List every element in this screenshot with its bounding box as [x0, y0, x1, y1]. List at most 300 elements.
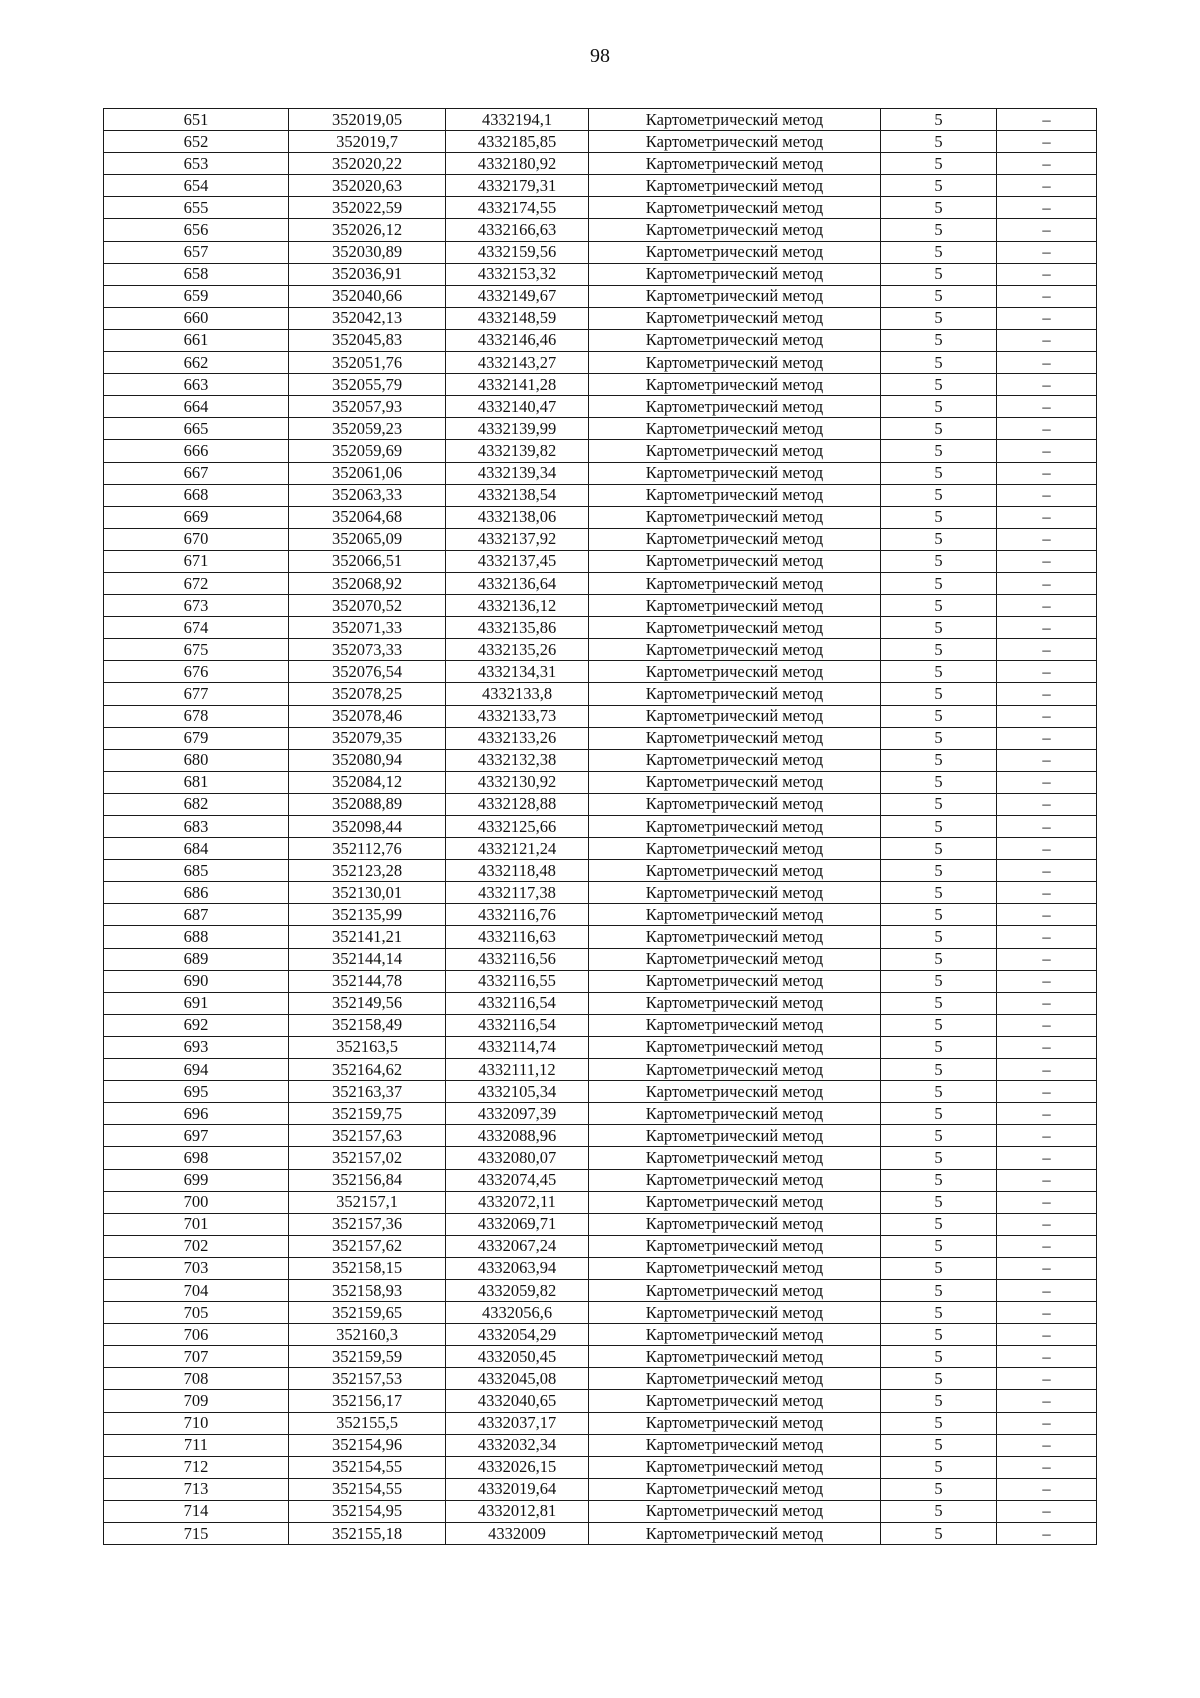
x-coordinate-cell: 352055,79: [289, 374, 446, 396]
y-coordinate-cell: 4332045,08: [446, 1368, 589, 1390]
x-coordinate-cell: 352123,28: [289, 860, 446, 882]
dash-cell: –: [997, 131, 1097, 153]
method-cell: Картометрический метод: [589, 219, 881, 241]
accuracy-cell: 5: [881, 617, 997, 639]
x-coordinate-cell: 352045,83: [289, 329, 446, 351]
point-number-cell: 695: [104, 1081, 289, 1103]
accuracy-cell: 5: [881, 1412, 997, 1434]
dash-cell: –: [997, 639, 1097, 661]
dash-cell: –: [997, 219, 1097, 241]
point-number-cell: 655: [104, 197, 289, 219]
y-coordinate-cell: 4332159,56: [446, 241, 589, 263]
method-cell: Картометрический метод: [589, 1081, 881, 1103]
method-cell: Картометрический метод: [589, 838, 881, 860]
dash-cell: –: [997, 175, 1097, 197]
point-number-cell: 652: [104, 131, 289, 153]
x-coordinate-cell: 352159,65: [289, 1302, 446, 1324]
y-coordinate-cell: 4332134,31: [446, 661, 589, 683]
x-coordinate-cell: 352135,99: [289, 904, 446, 926]
x-coordinate-cell: 352098,44: [289, 816, 446, 838]
method-cell: Картометрический метод: [589, 1125, 881, 1147]
x-coordinate-cell: 352163,37: [289, 1081, 446, 1103]
accuracy-cell: 5: [881, 661, 997, 683]
table-row: [104, 1412, 1097, 1434]
y-coordinate-cell: 4332133,26: [446, 727, 589, 749]
x-coordinate-cell: 352080,94: [289, 749, 446, 771]
y-coordinate-cell: 4332114,74: [446, 1036, 589, 1058]
table-row: [104, 705, 1097, 727]
dash-cell: –: [997, 197, 1097, 219]
point-number-cell: 653: [104, 153, 289, 175]
point-number-cell: 686: [104, 882, 289, 904]
x-coordinate-cell: 352057,93: [289, 396, 446, 418]
point-number-cell: 700: [104, 1191, 289, 1213]
point-number-cell: 659: [104, 285, 289, 307]
dash-cell: –: [997, 550, 1097, 572]
x-coordinate-cell: 352079,35: [289, 727, 446, 749]
accuracy-cell: 5: [881, 1346, 997, 1368]
accuracy-cell: 5: [881, 992, 997, 1014]
point-number-cell: 701: [104, 1213, 289, 1235]
accuracy-cell: 5: [881, 1279, 997, 1301]
dash-cell: –: [997, 816, 1097, 838]
accuracy-cell: 5: [881, 816, 997, 838]
accuracy-cell: 5: [881, 550, 997, 572]
y-coordinate-cell: 4332074,45: [446, 1169, 589, 1191]
method-cell: Картометрический метод: [589, 749, 881, 771]
method-cell: Картометрический метод: [589, 904, 881, 926]
table-row: [104, 1346, 1097, 1368]
point-number-cell: 673: [104, 595, 289, 617]
x-coordinate-cell: 352071,33: [289, 617, 446, 639]
x-coordinate-cell: 352157,62: [289, 1235, 446, 1257]
accuracy-cell: 5: [881, 1125, 997, 1147]
y-coordinate-cell: 4332174,55: [446, 197, 589, 219]
y-coordinate-cell: 4332185,85: [446, 131, 589, 153]
x-coordinate-cell: 352141,21: [289, 926, 446, 948]
dash-cell: –: [997, 595, 1097, 617]
point-number-cell: 710: [104, 1412, 289, 1434]
x-coordinate-cell: 352164,62: [289, 1059, 446, 1081]
table-row: [104, 661, 1097, 683]
accuracy-cell: 5: [881, 1081, 997, 1103]
point-number-cell: 708: [104, 1368, 289, 1390]
y-coordinate-cell: 4332194,1: [446, 109, 589, 131]
table-row: [104, 1390, 1097, 1412]
point-number-cell: 691: [104, 992, 289, 1014]
point-number-cell: 688: [104, 926, 289, 948]
table-row: [104, 1036, 1097, 1058]
y-coordinate-cell: 4332135,26: [446, 639, 589, 661]
method-cell: Картометрический метод: [589, 793, 881, 815]
point-number-cell: 715: [104, 1523, 289, 1545]
method-cell: Картометрический метод: [589, 1147, 881, 1169]
dash-cell: –: [997, 352, 1097, 374]
dash-cell: –: [997, 860, 1097, 882]
dash-cell: –: [997, 1213, 1097, 1235]
table-row: [104, 860, 1097, 882]
dash-cell: –: [997, 1036, 1097, 1058]
method-cell: Картометрический метод: [589, 727, 881, 749]
y-coordinate-cell: 4332136,64: [446, 572, 589, 594]
method-cell: Картометрический метод: [589, 131, 881, 153]
y-coordinate-cell: 4332140,47: [446, 396, 589, 418]
method-cell: Картометрический метод: [589, 1478, 881, 1500]
x-coordinate-cell: 352144,14: [289, 948, 446, 970]
table-row: [104, 1103, 1097, 1125]
y-coordinate-cell: 4332088,96: [446, 1125, 589, 1147]
y-coordinate-cell: 4332116,76: [446, 904, 589, 926]
y-coordinate-cell: 4332139,34: [446, 462, 589, 484]
method-cell: Картометрический метод: [589, 617, 881, 639]
dash-cell: –: [997, 440, 1097, 462]
y-coordinate-cell: 4332009: [446, 1523, 589, 1545]
dash-cell: –: [997, 683, 1097, 705]
dash-cell: –: [997, 307, 1097, 329]
x-coordinate-cell: 352078,25: [289, 683, 446, 705]
method-cell: Картометрический метод: [589, 329, 881, 351]
point-number-cell: 697: [104, 1125, 289, 1147]
table-row: [104, 617, 1097, 639]
accuracy-cell: 5: [881, 1500, 997, 1522]
method-cell: Картометрический метод: [589, 374, 881, 396]
table-row: [104, 1478, 1097, 1500]
method-cell: Картометрический метод: [589, 550, 881, 572]
y-coordinate-cell: 4332179,31: [446, 175, 589, 197]
point-number-cell: 657: [104, 241, 289, 263]
x-coordinate-cell: 352149,56: [289, 992, 446, 1014]
x-coordinate-cell: 352155,5: [289, 1412, 446, 1434]
point-number-cell: 668: [104, 484, 289, 506]
point-number-cell: 707: [104, 1346, 289, 1368]
y-coordinate-cell: 4332146,46: [446, 329, 589, 351]
accuracy-cell: 5: [881, 1324, 997, 1346]
dash-cell: –: [997, 1412, 1097, 1434]
x-coordinate-cell: 352154,55: [289, 1478, 446, 1500]
x-coordinate-cell: 352112,76: [289, 838, 446, 860]
table-row: [104, 285, 1097, 307]
dash-cell: –: [997, 838, 1097, 860]
y-coordinate-cell: 4332097,39: [446, 1103, 589, 1125]
y-coordinate-cell: 4332133,8: [446, 683, 589, 705]
x-coordinate-cell: 352065,09: [289, 528, 446, 550]
accuracy-cell: 5: [881, 1390, 997, 1412]
table-row: [104, 572, 1097, 594]
dash-cell: –: [997, 970, 1097, 992]
table-row: [104, 1302, 1097, 1324]
point-number-cell: 651: [104, 109, 289, 131]
table-row: [104, 1169, 1097, 1191]
point-number-cell: 674: [104, 617, 289, 639]
x-coordinate-cell: 352158,49: [289, 1014, 446, 1036]
point-number-cell: 677: [104, 683, 289, 705]
dash-cell: –: [997, 926, 1097, 948]
method-cell: Картометрический метод: [589, 1302, 881, 1324]
y-coordinate-cell: 4332050,45: [446, 1346, 589, 1368]
table-row: [104, 1081, 1097, 1103]
table-row: [104, 1257, 1097, 1279]
accuracy-cell: 5: [881, 307, 997, 329]
accuracy-cell: 5: [881, 1523, 997, 1545]
accuracy-cell: 5: [881, 285, 997, 307]
x-coordinate-cell: 352154,95: [289, 1500, 446, 1522]
table-row: [104, 1368, 1097, 1390]
y-coordinate-cell: 4332149,67: [446, 285, 589, 307]
point-number-cell: 712: [104, 1456, 289, 1478]
table-row: [104, 1014, 1097, 1036]
table-row: [104, 440, 1097, 462]
dash-cell: –: [997, 771, 1097, 793]
point-number-cell: 664: [104, 396, 289, 418]
method-cell: Картометрический метод: [589, 705, 881, 727]
x-coordinate-cell: 352064,68: [289, 506, 446, 528]
method-cell: Картометрический метод: [589, 1059, 881, 1081]
y-coordinate-cell: 4332059,82: [446, 1279, 589, 1301]
dash-cell: –: [997, 572, 1097, 594]
y-coordinate-cell: 4332069,71: [446, 1213, 589, 1235]
method-cell: Картометрический метод: [589, 440, 881, 462]
accuracy-cell: 5: [881, 926, 997, 948]
accuracy-cell: 5: [881, 970, 997, 992]
point-number-cell: 713: [104, 1478, 289, 1500]
accuracy-cell: 5: [881, 1036, 997, 1058]
x-coordinate-cell: 352156,84: [289, 1169, 446, 1191]
point-number-cell: 667: [104, 462, 289, 484]
accuracy-cell: 5: [881, 462, 997, 484]
point-number-cell: 672: [104, 572, 289, 594]
table-row: [104, 109, 1097, 131]
dash-cell: –: [997, 1147, 1097, 1169]
point-number-cell: 684: [104, 838, 289, 860]
dash-cell: –: [997, 484, 1097, 506]
dash-cell: –: [997, 1103, 1097, 1125]
dash-cell: –: [997, 749, 1097, 771]
method-cell: Картометрический метод: [589, 1456, 881, 1478]
x-coordinate-cell: 352157,63: [289, 1125, 446, 1147]
x-coordinate-cell: 352059,69: [289, 440, 446, 462]
method-cell: Картометрический метод: [589, 595, 881, 617]
accuracy-cell: 5: [881, 506, 997, 528]
method-cell: Картометрический метод: [589, 1235, 881, 1257]
dash-cell: –: [997, 1456, 1097, 1478]
x-coordinate-cell: 352088,89: [289, 793, 446, 815]
method-cell: Картометрический метод: [589, 1191, 881, 1213]
x-coordinate-cell: 352066,51: [289, 550, 446, 572]
point-number-cell: 660: [104, 307, 289, 329]
x-coordinate-cell: 352157,36: [289, 1213, 446, 1235]
dash-cell: –: [997, 528, 1097, 550]
x-coordinate-cell: 352040,66: [289, 285, 446, 307]
x-coordinate-cell: 352019,7: [289, 131, 446, 153]
accuracy-cell: 5: [881, 153, 997, 175]
point-number-cell: 694: [104, 1059, 289, 1081]
x-coordinate-cell: 352163,5: [289, 1036, 446, 1058]
table-row: [104, 838, 1097, 860]
method-cell: Картометрический метод: [589, 1346, 881, 1368]
point-number-cell: 654: [104, 175, 289, 197]
y-coordinate-cell: 4332128,88: [446, 793, 589, 815]
table-row: [104, 263, 1097, 285]
point-number-cell: 699: [104, 1169, 289, 1191]
point-number-cell: 675: [104, 639, 289, 661]
dash-cell: –: [997, 727, 1097, 749]
accuracy-cell: 5: [881, 1213, 997, 1235]
point-number-cell: 661: [104, 329, 289, 351]
table-row: [104, 175, 1097, 197]
accuracy-cell: 5: [881, 329, 997, 351]
accuracy-cell: 5: [881, 860, 997, 882]
y-coordinate-cell: 4332067,24: [446, 1235, 589, 1257]
point-number-cell: 702: [104, 1235, 289, 1257]
x-coordinate-cell: 352070,52: [289, 595, 446, 617]
y-coordinate-cell: 4332040,65: [446, 1390, 589, 1412]
accuracy-cell: 5: [881, 749, 997, 771]
accuracy-cell: 5: [881, 572, 997, 594]
table-row: [104, 639, 1097, 661]
accuracy-cell: 5: [881, 1235, 997, 1257]
y-coordinate-cell: 4332118,48: [446, 860, 589, 882]
y-coordinate-cell: 4332111,12: [446, 1059, 589, 1081]
table-row: [104, 1213, 1097, 1235]
accuracy-cell: 5: [881, 771, 997, 793]
accuracy-cell: 5: [881, 1478, 997, 1500]
accuracy-cell: 5: [881, 1456, 997, 1478]
point-number-cell: 678: [104, 705, 289, 727]
y-coordinate-cell: 4332116,63: [446, 926, 589, 948]
x-coordinate-cell: 352158,15: [289, 1257, 446, 1279]
method-cell: Картометрический метод: [589, 484, 881, 506]
table-row: [104, 1147, 1097, 1169]
accuracy-cell: 5: [881, 1103, 997, 1125]
table-row: [104, 1235, 1097, 1257]
method-cell: Картометрический метод: [589, 860, 881, 882]
method-cell: Картометрический метод: [589, 418, 881, 440]
y-coordinate-cell: 4332054,29: [446, 1324, 589, 1346]
accuracy-cell: 5: [881, 683, 997, 705]
table-row: [104, 153, 1097, 175]
method-cell: Картометрический метод: [589, 1390, 881, 1412]
y-coordinate-cell: 4332180,92: [446, 153, 589, 175]
y-coordinate-cell: 4332141,28: [446, 374, 589, 396]
table-row: [104, 992, 1097, 1014]
point-number-cell: 683: [104, 816, 289, 838]
y-coordinate-cell: 4332132,38: [446, 749, 589, 771]
y-coordinate-cell: 4332063,94: [446, 1257, 589, 1279]
accuracy-cell: 5: [881, 109, 997, 131]
y-coordinate-cell: 4332138,06: [446, 506, 589, 528]
x-coordinate-cell: 352020,22: [289, 153, 446, 175]
method-cell: Картометрический метод: [589, 926, 881, 948]
y-coordinate-cell: 4332139,82: [446, 440, 589, 462]
method-cell: Картометрический метод: [589, 1014, 881, 1036]
point-number-cell: 692: [104, 1014, 289, 1036]
dash-cell: –: [997, 241, 1097, 263]
method-cell: Картометрический метод: [589, 992, 881, 1014]
dash-cell: –: [997, 1059, 1097, 1081]
method-cell: Картометрический метод: [589, 197, 881, 219]
dash-cell: –: [997, 329, 1097, 351]
dash-cell: –: [997, 1302, 1097, 1324]
method-cell: Картометрический метод: [589, 1213, 881, 1235]
table-row: [104, 418, 1097, 440]
accuracy-cell: 5: [881, 838, 997, 860]
x-coordinate-cell: 352036,91: [289, 263, 446, 285]
y-coordinate-cell: 4332105,34: [446, 1081, 589, 1103]
dash-cell: –: [997, 418, 1097, 440]
dash-cell: –: [997, 1279, 1097, 1301]
accuracy-cell: 5: [881, 241, 997, 263]
accuracy-cell: 5: [881, 1302, 997, 1324]
dash-cell: –: [997, 1523, 1097, 1545]
accuracy-cell: 5: [881, 705, 997, 727]
x-coordinate-cell: 352068,92: [289, 572, 446, 594]
method-cell: Картометрический метод: [589, 1500, 881, 1522]
point-number-cell: 671: [104, 550, 289, 572]
method-cell: Картометрический метод: [589, 462, 881, 484]
table-row: [104, 1324, 1097, 1346]
y-coordinate-cell: 4332125,66: [446, 816, 589, 838]
method-cell: Картометрический метод: [589, 683, 881, 705]
dash-cell: –: [997, 1257, 1097, 1279]
x-coordinate-cell: 352042,13: [289, 307, 446, 329]
dash-cell: –: [997, 1191, 1097, 1213]
accuracy-cell: 5: [881, 418, 997, 440]
x-coordinate-cell: 352076,54: [289, 661, 446, 683]
dash-cell: –: [997, 109, 1097, 131]
table-row: [104, 749, 1097, 771]
point-number-cell: 705: [104, 1302, 289, 1324]
method-cell: Картометрический метод: [589, 528, 881, 550]
x-coordinate-cell: 352130,01: [289, 882, 446, 904]
accuracy-cell: 5: [881, 1169, 997, 1191]
method-cell: Картометрический метод: [589, 153, 881, 175]
table-row: [104, 771, 1097, 793]
coordinates-table-body: [104, 109, 1097, 1545]
method-cell: Картометрический метод: [589, 506, 881, 528]
accuracy-cell: 5: [881, 219, 997, 241]
table-row: [104, 241, 1097, 263]
method-cell: Картометрический метод: [589, 1324, 881, 1346]
y-coordinate-cell: 4332138,54: [446, 484, 589, 506]
accuracy-cell: 5: [881, 440, 997, 462]
dash-cell: –: [997, 1478, 1097, 1500]
y-coordinate-cell: 4332116,56: [446, 948, 589, 970]
x-coordinate-cell: 352019,05: [289, 109, 446, 131]
accuracy-cell: 5: [881, 1257, 997, 1279]
accuracy-cell: 5: [881, 131, 997, 153]
method-cell: Картометрический метод: [589, 882, 881, 904]
point-number-cell: 706: [104, 1324, 289, 1346]
accuracy-cell: 5: [881, 727, 997, 749]
point-number-cell: 669: [104, 506, 289, 528]
y-coordinate-cell: 4332080,07: [446, 1147, 589, 1169]
x-coordinate-cell: 352061,06: [289, 462, 446, 484]
table-row: [104, 1279, 1097, 1301]
accuracy-cell: 5: [881, 1368, 997, 1390]
y-coordinate-cell: 4332116,54: [446, 1014, 589, 1036]
table-row: [104, 1434, 1097, 1456]
dash-cell: –: [997, 1125, 1097, 1147]
accuracy-cell: 5: [881, 374, 997, 396]
point-number-cell: 698: [104, 1147, 289, 1169]
table-row: [104, 683, 1097, 705]
accuracy-cell: 5: [881, 1434, 997, 1456]
method-cell: Картометрический метод: [589, 816, 881, 838]
accuracy-cell: 5: [881, 484, 997, 506]
table-row: [104, 926, 1097, 948]
method-cell: Картометрический метод: [589, 1279, 881, 1301]
point-number-cell: 662: [104, 352, 289, 374]
